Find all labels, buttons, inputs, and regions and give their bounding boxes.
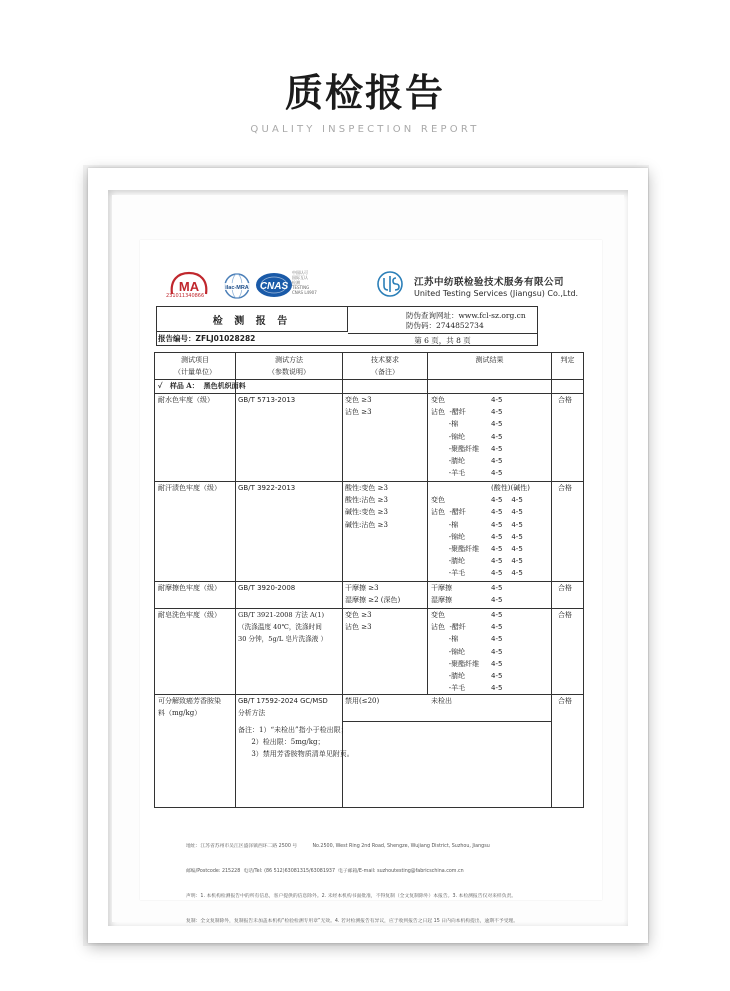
row4-requirement: 变色 ≥3 沾色 ≥3 (345, 611, 372, 632)
row3-result-labels: 干摩擦 湿摩擦 (431, 584, 452, 605)
row2-item: 耐汗渍色牢度（级） (158, 484, 221, 492)
report-title: 检 测 报 告 (212, 316, 292, 327)
row1-item: 耐水色牢度（级） (158, 396, 214, 404)
company-name-cn: 江苏中纺联检验技术服务有限公司 (414, 277, 565, 288)
cnas-logo-icon (254, 270, 296, 300)
table-notes: 备注：1）“未检出”指小于检出限； 2）检出限：5mg/kg； 3）禁用芳香胺物质清单见附页。 (238, 726, 354, 759)
header-result: 测试结果 (475, 356, 504, 364)
row2-verdict: 合格 (558, 484, 572, 492)
row3-result-values: 4-5 4-5 (491, 584, 503, 605)
cnas-caption: 中国认可 国际互认 检测 TESTING CNAS L4907 (292, 270, 317, 295)
row1-method: GB/T 5713-2013 (238, 396, 296, 404)
ilac-mra-logo-icon (220, 271, 254, 301)
row1-verdict: 合格 (558, 396, 572, 404)
row3-method: GB/T 3920-2008 (238, 584, 296, 592)
row1-result-values: 4-5 4-5 4-5 4-5 4-5 4-5 4-5 (491, 396, 503, 478)
page-subtitle: QUALITY INSPECTION REPORT (250, 124, 480, 135)
report-footer (186, 826, 566, 944)
uts-logo-icon (376, 269, 404, 299)
row1-requirement: 变色 ≥3 沾色 ≥3 (345, 396, 372, 417)
page-title: 质检报告 (284, 71, 445, 115)
row4-result-values: 4-5 4-5 4-5 4-5 4-5 4-5 4-5 (491, 611, 503, 693)
row1-result-labels: 变色 沾色 -醋纤 -棉 -锦纶 -聚酯纤维 -腈纶 -羊毛 (431, 396, 480, 478)
row5-result: 未检出 (431, 697, 452, 705)
query-site: 防伪查询网址：www.fcl-sz.org.cn (406, 311, 526, 320)
row2-result-values: (酸性)(碱性) 4-5 4-5 4-5 4-5 4-5 4-5 4-5 4-5 4-5 4-5 4-5 4-5 4-5 4-5 (491, 484, 530, 578)
row3-item: 耐摩擦色牢度（级） (158, 584, 221, 592)
footer-statement-2: 复制：全文复制除外，复制报告未加盖本机构“检验检测专用章”无效。4. 若对检测报告有异议，应于收到报告之日起 15 日内向本机构提出，逾期不予受理。 (186, 919, 519, 925)
header-verdict: 判定 (560, 356, 575, 364)
row5-item: 可分解致癌芳香胺染 料（mg/kg） (158, 697, 221, 718)
row5-requirement: 禁用(≤20) (345, 697, 380, 705)
anti-counterfeit-cell (348, 307, 537, 345)
footer-contact: 邮编/Postcode: 215228 电话/Tel: (86 512)63081315/63081937 电子邮箱/E-mail: suzhoutesting@fabricschina.com.cn (186, 869, 464, 875)
footer-statement-1: 声明：1. 本机构检测报告中的所有信息，客户提供的信息除外。2. 未经本机构书面批准，不得复制（全文复制除外）本报告。3. 本检测报告仅对来样负责。 (186, 894, 517, 900)
header-item: 测试项目 （计量单位） (174, 356, 216, 377)
anti-counterfeit-code: 防伪码：2744852734 (406, 321, 484, 330)
row5-method: GB/T 17592-2024 GC/MSD 分析方法 (238, 697, 328, 718)
row4-item: 耐皂洗色牢度（级） (158, 611, 221, 619)
row3-verdict: 合格 (558, 584, 572, 592)
results-table (154, 352, 584, 808)
header-method: 测试方法 （参数说明） (268, 356, 310, 377)
page-info: 第 6 页，共 8 页 (348, 333, 537, 346)
header-requirement: 技术要求 （备注） (371, 356, 399, 377)
ilac-text: ilac-MRA (225, 285, 249, 291)
ma-number: 231011340866 (166, 293, 205, 299)
row5-verdict: 合格 (558, 697, 572, 705)
row2-requirement: 酸性:变色 ≥3 酸性:沾色 ≥3 碱性:变色 ≥3 碱性:沾色 ≥3 (345, 484, 388, 529)
sample-label: ✓ 样品 A： 黑色机织面料 (158, 381, 246, 390)
company-name-en: United Testing Services (Jiangsu) Co.,Ltd. (414, 289, 579, 298)
footer-address: 地址：江苏省苏州市吴江区盛泽镇西环二路 2500 号 No.2500, West Ring 2nd Road, Shengze, Wujiang District, Suzhou, Jiangsu (186, 843, 490, 849)
row4-verdict: 合格 (558, 611, 572, 619)
report-document (140, 240, 602, 925)
cnas-text: CNAS (259, 281, 289, 292)
row2-result-labels: 变色 沾色 -醋纤 -棉 -锦纶 -聚酯纤维 -腈纶 -羊毛 (431, 496, 480, 578)
row2-method: GB/T 3922-2013 (238, 484, 296, 492)
row3-requirement: 干摩擦 ≥3 湿摩擦 ≥2 (深色) (345, 584, 401, 605)
report-title-cell (157, 307, 348, 332)
row4-result-labels: 变色 沾色 -醋纤 -棉 -锦纶 -聚酯纤维 -腈纶 -羊毛 (431, 611, 480, 693)
report-number: 报告编号：ZFLJ01028282 (158, 334, 256, 343)
ma-text: MA (178, 279, 200, 294)
row4-method: GB/T 3921-2008 方法 A(1) （洗涤温度 40℃，洗涤时间 30 分钟，5g/L 皂片洗涤液 ） (238, 611, 328, 644)
